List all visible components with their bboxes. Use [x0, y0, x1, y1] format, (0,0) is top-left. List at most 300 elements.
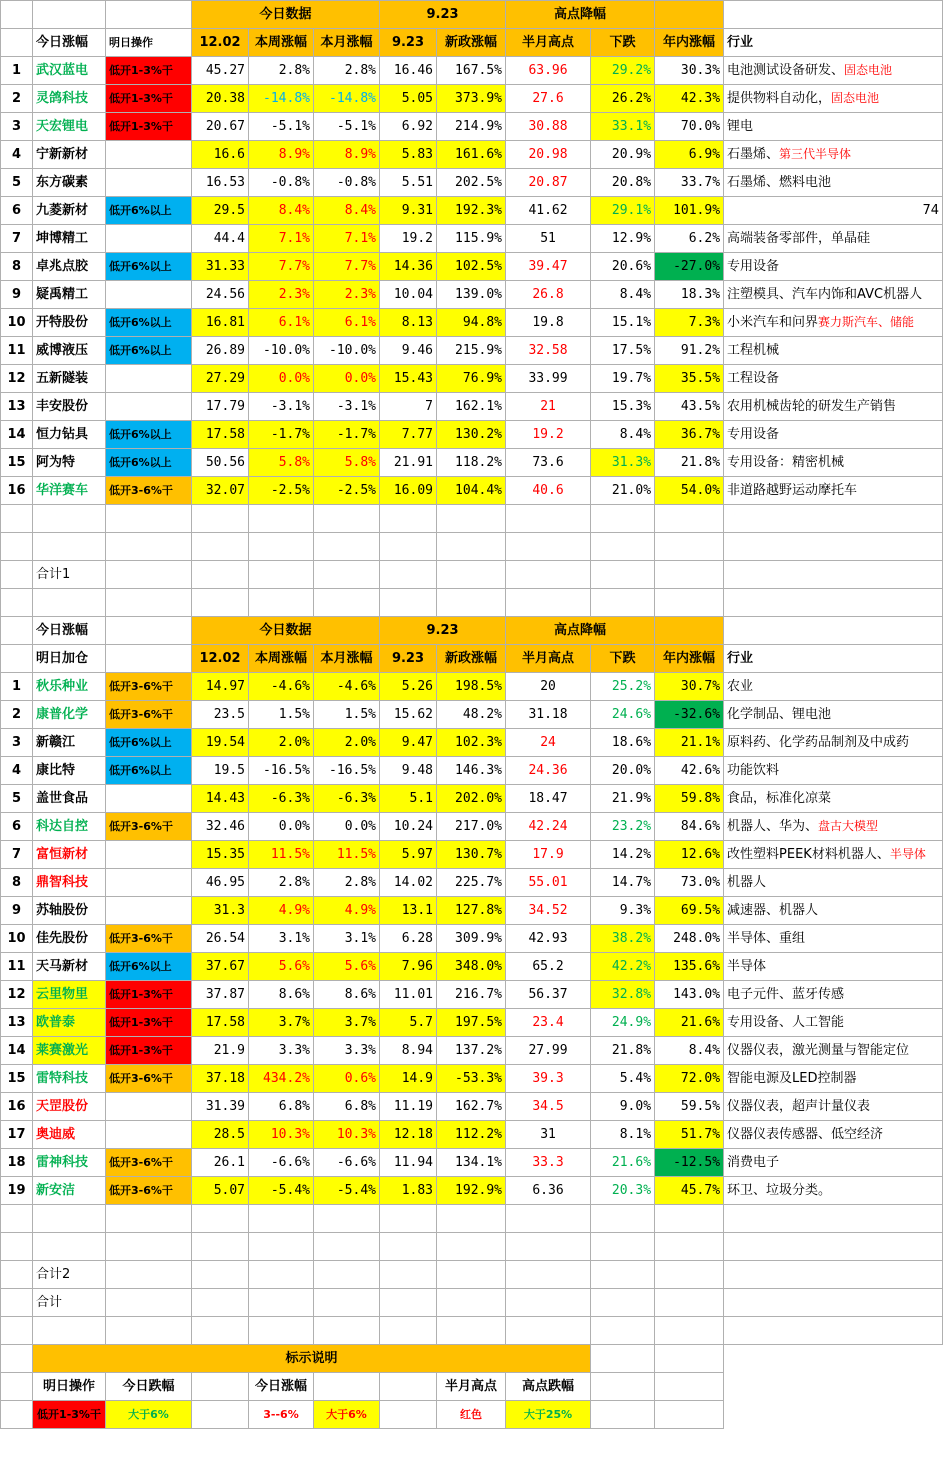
price-923[interactable]: 7.96: [380, 953, 437, 981]
ytd-change[interactable]: 35.5%: [655, 365, 724, 393]
legend-sample[interactable]: 大于6%: [106, 1401, 192, 1429]
ytd-change[interactable]: 135.6%: [655, 953, 724, 981]
legend-item[interactable]: 高点跌幅: [506, 1373, 591, 1401]
ytd-change[interactable]: 42.6%: [655, 757, 724, 785]
row-index[interactable]: 3: [1, 113, 33, 141]
price-today[interactable]: 16.53: [192, 169, 249, 197]
tomorrow-op[interactable]: 低开1-3%干: [106, 85, 192, 113]
tomorrow-op[interactable]: 低开3-6%干: [106, 477, 192, 505]
stock-name[interactable]: 天马新材: [33, 953, 106, 981]
empty-cell[interactable]: [192, 1205, 249, 1233]
stock-name[interactable]: 武汉蓝电: [33, 57, 106, 85]
legend-item[interactable]: 今日跌幅: [106, 1373, 192, 1401]
ytd-change[interactable]: 21.1%: [655, 729, 724, 757]
half-month-high[interactable]: 73.6: [506, 449, 591, 477]
empty-cell[interactable]: [192, 1373, 249, 1401]
tomorrow-op[interactable]: [106, 365, 192, 393]
empty-cell[interactable]: [106, 505, 192, 533]
new-policy-change[interactable]: 167.5%: [437, 57, 506, 85]
drop-from-high[interactable]: 33.1%: [591, 113, 655, 141]
empty-cell[interactable]: [591, 589, 655, 617]
stock-name[interactable]: 宁新新材: [33, 141, 106, 169]
empty-cell[interactable]: [724, 561, 943, 589]
week-change[interactable]: 8.4%: [249, 197, 314, 225]
stock-name[interactable]: 阿为特: [33, 449, 106, 477]
month-change[interactable]: 2.8%: [314, 57, 380, 85]
price-today[interactable]: 37.67: [192, 953, 249, 981]
drop-from-high[interactable]: 8.4%: [591, 421, 655, 449]
drop-from-high[interactable]: 29.2%: [591, 57, 655, 85]
row-index[interactable]: 4: [1, 757, 33, 785]
row-index[interactable]: 11: [1, 337, 33, 365]
week-change[interactable]: 5.6%: [249, 953, 314, 981]
tomorrow-op[interactable]: [106, 393, 192, 421]
drop-from-high[interactable]: 21.9%: [591, 785, 655, 813]
new-policy-change[interactable]: 202.5%: [437, 169, 506, 197]
stock-name[interactable]: 莱赛激光: [33, 1037, 106, 1065]
total-label[interactable]: 合计1: [33, 561, 106, 589]
empty-cell[interactable]: [314, 533, 380, 561]
empty-cell[interactable]: [655, 1233, 724, 1261]
legend-sample[interactable]: 大于25%: [506, 1401, 591, 1429]
legend-sample[interactable]: 低开1-3%干: [33, 1401, 106, 1429]
week-change[interactable]: -2.5%: [249, 477, 314, 505]
tomorrow-op[interactable]: 低开6%以上: [106, 729, 192, 757]
price-today[interactable]: 31.33: [192, 253, 249, 281]
month-change[interactable]: 7.1%: [314, 225, 380, 253]
empty-cell[interactable]: [655, 1345, 724, 1373]
stock-name[interactable]: 雷特科技: [33, 1065, 106, 1093]
price-today[interactable]: 32.07: [192, 477, 249, 505]
ytd-change[interactable]: 6.9%: [655, 141, 724, 169]
week-change[interactable]: 0.0%: [249, 813, 314, 841]
row-index[interactable]: 3: [1, 729, 33, 757]
row-index[interactable]: 15: [1, 1065, 33, 1093]
empty-cell[interactable]: [1, 1233, 33, 1261]
price-923[interactable]: 14.9: [380, 1065, 437, 1093]
half-month-high[interactable]: 20: [506, 673, 591, 701]
drop-from-high[interactable]: 20.8%: [591, 169, 655, 197]
price-today[interactable]: 45.27: [192, 57, 249, 85]
tomorrow-op[interactable]: [106, 1093, 192, 1121]
empty-cell[interactable]: [1, 561, 33, 589]
week-change[interactable]: 6.1%: [249, 309, 314, 337]
empty-cell[interactable]: [437, 561, 506, 589]
empty-cell[interactable]: [1, 29, 33, 57]
drop-from-high[interactable]: 21.0%: [591, 477, 655, 505]
drop-from-high[interactable]: 15.3%: [591, 393, 655, 421]
empty-cell[interactable]: [106, 1205, 192, 1233]
price-today[interactable]: 31.39: [192, 1093, 249, 1121]
empty-cell[interactable]: [655, 533, 724, 561]
price-923[interactable]: 5.51: [380, 169, 437, 197]
half-month-high[interactable]: 27.6: [506, 85, 591, 113]
tomorrow-op[interactable]: 低开6%以上: [106, 337, 192, 365]
empty-cell[interactable]: [1, 645, 33, 673]
row-index[interactable]: 11: [1, 953, 33, 981]
price-923[interactable]: 9.46: [380, 337, 437, 365]
tomorrow-op[interactable]: 低开6%以上: [106, 757, 192, 785]
half-month-high[interactable]: 19.2: [506, 421, 591, 449]
new-policy-change[interactable]: 146.3%: [437, 757, 506, 785]
industry-cell[interactable]: [724, 113, 943, 141]
tomorrow-op[interactable]: 低开3-6%干: [106, 1149, 192, 1177]
price-923[interactable]: 10.24: [380, 813, 437, 841]
half-month-high[interactable]: 34.5: [506, 1093, 591, 1121]
grand-total-label[interactable]: 合计: [33, 1289, 106, 1317]
empty-cell[interactable]: [33, 533, 106, 561]
empty-cell[interactable]: [655, 617, 724, 645]
price-923[interactable]: 6.28: [380, 925, 437, 953]
price-today[interactable]: 15.35: [192, 841, 249, 869]
new-policy-change[interactable]: 137.2%: [437, 1037, 506, 1065]
month-change[interactable]: -6.3%: [314, 785, 380, 813]
empty-cell[interactable]: [724, 533, 943, 561]
row-index[interactable]: 7: [1, 225, 33, 253]
empty-cell[interactable]: [106, 617, 192, 645]
empty-cell[interactable]: [314, 505, 380, 533]
empty-cell[interactable]: [192, 561, 249, 589]
price-today[interactable]: 19.54: [192, 729, 249, 757]
price-923[interactable]: 15.62: [380, 701, 437, 729]
new-policy-change[interactable]: 102.5%: [437, 253, 506, 281]
empty-cell[interactable]: [1, 589, 33, 617]
empty-cell[interactable]: [380, 1401, 437, 1429]
empty-cell[interactable]: [506, 533, 591, 561]
ytd-change[interactable]: 36.7%: [655, 421, 724, 449]
empty-cell[interactable]: [1, 1317, 33, 1345]
row-index[interactable]: 12: [1, 981, 33, 1009]
industry-cell[interactable]: [724, 57, 943, 85]
empty-cell[interactable]: [192, 533, 249, 561]
empty-cell[interactable]: [1, 1, 33, 29]
header-cell[interactable]: 今日涨幅: [33, 29, 106, 57]
new-policy-change[interactable]: 309.9%: [437, 925, 506, 953]
empty-cell[interactable]: [655, 1205, 724, 1233]
empty-cell[interactable]: [33, 589, 106, 617]
week-change[interactable]: -6.6%: [249, 1149, 314, 1177]
price-today[interactable]: 20.67: [192, 113, 249, 141]
drop-from-high[interactable]: 38.2%: [591, 925, 655, 953]
new-policy-change[interactable]: 216.7%: [437, 981, 506, 1009]
empty-cell[interactable]: [314, 561, 380, 589]
empty-cell[interactable]: [437, 589, 506, 617]
month-change[interactable]: 11.5%: [314, 841, 380, 869]
ytd-change[interactable]: 72.0%: [655, 1065, 724, 1093]
drop-from-high[interactable]: 15.1%: [591, 309, 655, 337]
industry-cell[interactable]: [724, 673, 943, 701]
half-month-high[interactable]: 20.87: [506, 169, 591, 197]
week-change[interactable]: 4.9%: [249, 897, 314, 925]
stock-name[interactable]: 佳先股份: [33, 925, 106, 953]
month-change[interactable]: 3.7%: [314, 1009, 380, 1037]
stock-name[interactable]: 威博液压: [33, 337, 106, 365]
week-change[interactable]: 7.7%: [249, 253, 314, 281]
empty-cell[interactable]: [314, 1289, 380, 1317]
header-cell[interactable]: 明日加仓: [33, 645, 106, 673]
row-index[interactable]: 8: [1, 869, 33, 897]
new-policy-change[interactable]: 130.2%: [437, 421, 506, 449]
week-change[interactable]: 10.3%: [249, 1121, 314, 1149]
industry-cell[interactable]: [724, 813, 943, 841]
price-today[interactable]: 23.5: [192, 701, 249, 729]
tomorrow-op[interactable]: 低开6%以上: [106, 309, 192, 337]
stock-name[interactable]: 康比特: [33, 757, 106, 785]
ytd-change[interactable]: 248.0%: [655, 925, 724, 953]
drop-from-high[interactable]: 42.2%: [591, 953, 655, 981]
week-change[interactable]: 8.6%: [249, 981, 314, 1009]
tomorrow-op[interactable]: [106, 141, 192, 169]
tomorrow-op[interactable]: [106, 1121, 192, 1149]
group-high-drop[interactable]: 高点降幅: [506, 617, 655, 645]
header-cell[interactable]: 本月涨幅: [314, 29, 380, 57]
empty-cell[interactable]: [314, 1205, 380, 1233]
ytd-change[interactable]: 51.7%: [655, 1121, 724, 1149]
empty-cell[interactable]: [591, 1233, 655, 1261]
price-923[interactable]: 8.13: [380, 309, 437, 337]
stock-name[interactable]: 富恒新材: [33, 841, 106, 869]
industry-cell[interactable]: [724, 1149, 943, 1177]
week-change[interactable]: -6.3%: [249, 785, 314, 813]
empty-cell[interactable]: [1, 533, 33, 561]
empty-cell[interactable]: [1, 1345, 33, 1373]
week-change[interactable]: -10.0%: [249, 337, 314, 365]
new-policy-change[interactable]: 134.1%: [437, 1149, 506, 1177]
tomorrow-op[interactable]: 低开6%以上: [106, 953, 192, 981]
ytd-change[interactable]: 91.2%: [655, 337, 724, 365]
empty-cell[interactable]: [314, 1261, 380, 1289]
header-cell[interactable]: 年内涨幅: [655, 645, 724, 673]
month-change[interactable]: 0.0%: [314, 365, 380, 393]
new-policy-change[interactable]: 94.8%: [437, 309, 506, 337]
empty-cell[interactable]: [655, 1, 724, 29]
drop-from-high[interactable]: 9.0%: [591, 1093, 655, 1121]
tomorrow-op[interactable]: 低开3-6%干: [106, 1177, 192, 1205]
empty-cell[interactable]: [314, 1317, 380, 1345]
week-change[interactable]: 6.8%: [249, 1093, 314, 1121]
drop-from-high[interactable]: 29.1%: [591, 197, 655, 225]
price-923[interactable]: 14.02: [380, 869, 437, 897]
legend-sample[interactable]: 大于6%: [314, 1401, 380, 1429]
industry-cell[interactable]: [724, 421, 943, 449]
half-month-high[interactable]: 24: [506, 729, 591, 757]
stock-name[interactable]: 科达自控: [33, 813, 106, 841]
week-change[interactable]: 0.0%: [249, 365, 314, 393]
week-change[interactable]: 7.1%: [249, 225, 314, 253]
industry-cell[interactable]: [724, 365, 943, 393]
month-change[interactable]: 7.7%: [314, 253, 380, 281]
ytd-change[interactable]: 30.7%: [655, 673, 724, 701]
industry-cell[interactable]: [724, 449, 943, 477]
group-923[interactable]: 9.23: [380, 617, 506, 645]
empty-cell[interactable]: [506, 1205, 591, 1233]
week-change[interactable]: 8.9%: [249, 141, 314, 169]
empty-cell[interactable]: [724, 1317, 943, 1345]
row-index[interactable]: 13: [1, 393, 33, 421]
price-today[interactable]: 44.4: [192, 225, 249, 253]
row-index[interactable]: 1: [1, 57, 33, 85]
tomorrow-op[interactable]: 低开6%以上: [106, 197, 192, 225]
month-change[interactable]: 8.6%: [314, 981, 380, 1009]
price-923[interactable]: 21.91: [380, 449, 437, 477]
month-change[interactable]: 6.8%: [314, 1093, 380, 1121]
drop-from-high[interactable]: 20.9%: [591, 141, 655, 169]
tomorrow-op[interactable]: 低开3-6%干: [106, 673, 192, 701]
price-today[interactable]: 31.3: [192, 897, 249, 925]
ytd-change[interactable]: 21.8%: [655, 449, 724, 477]
price-today[interactable]: 17.79: [192, 393, 249, 421]
new-policy-change[interactable]: 198.5%: [437, 673, 506, 701]
month-change[interactable]: 1.5%: [314, 701, 380, 729]
empty-cell[interactable]: [506, 561, 591, 589]
drop-from-high[interactable]: 17.5%: [591, 337, 655, 365]
half-month-high[interactable]: 41.62: [506, 197, 591, 225]
empty-cell[interactable]: [380, 589, 437, 617]
price-today[interactable]: 16.81: [192, 309, 249, 337]
price-923[interactable]: 12.18: [380, 1121, 437, 1149]
header-cell[interactable]: 本周涨幅: [249, 29, 314, 57]
ytd-change[interactable]: 101.9%: [655, 197, 724, 225]
empty-cell[interactable]: [249, 1261, 314, 1289]
price-today[interactable]: 14.97: [192, 673, 249, 701]
header-cell[interactable]: 半月高点: [506, 645, 591, 673]
empty-cell[interactable]: [249, 1233, 314, 1261]
ytd-change[interactable]: 42.3%: [655, 85, 724, 113]
drop-from-high[interactable]: 26.2%: [591, 85, 655, 113]
tomorrow-op[interactable]: 低开1-3%干: [106, 1009, 192, 1037]
week-change[interactable]: -5.1%: [249, 113, 314, 141]
drop-from-high[interactable]: 5.4%: [591, 1065, 655, 1093]
price-923[interactable]: 19.2: [380, 225, 437, 253]
week-change[interactable]: 2.8%: [249, 57, 314, 85]
half-month-high[interactable]: 65.2: [506, 953, 591, 981]
drop-from-high[interactable]: 25.2%: [591, 673, 655, 701]
tomorrow-op[interactable]: 低开6%以上: [106, 421, 192, 449]
row-index[interactable]: 2: [1, 701, 33, 729]
drop-from-high[interactable]: 32.8%: [591, 981, 655, 1009]
industry-cell[interactable]: [724, 1037, 943, 1065]
new-policy-change[interactable]: 118.2%: [437, 449, 506, 477]
tomorrow-op[interactable]: 低开1-3%干: [106, 113, 192, 141]
empty-cell[interactable]: [192, 1289, 249, 1317]
drop-from-high[interactable]: 20.0%: [591, 757, 655, 785]
drop-from-high[interactable]: 24.9%: [591, 1009, 655, 1037]
group-today-data[interactable]: 今日数据: [192, 1, 380, 29]
empty-cell[interactable]: [33, 1, 106, 29]
empty-cell[interactable]: [655, 1261, 724, 1289]
tomorrow-op[interactable]: [106, 169, 192, 197]
stock-name[interactable]: 卓兆点胶: [33, 253, 106, 281]
week-change[interactable]: 3.7%: [249, 1009, 314, 1037]
industry-cell[interactable]: [724, 477, 943, 505]
price-today[interactable]: 17.58: [192, 1009, 249, 1037]
empty-cell[interactable]: [591, 561, 655, 589]
ytd-change[interactable]: 7.3%: [655, 309, 724, 337]
empty-cell[interactable]: [106, 1233, 192, 1261]
stock-name[interactable]: 丰安股份: [33, 393, 106, 421]
price-923[interactable]: 10.04: [380, 281, 437, 309]
empty-cell[interactable]: [437, 1261, 506, 1289]
empty-cell[interactable]: [1, 505, 33, 533]
new-policy-change[interactable]: 161.6%: [437, 141, 506, 169]
month-change[interactable]: 3.1%: [314, 925, 380, 953]
half-month-high[interactable]: 39.47: [506, 253, 591, 281]
new-policy-change[interactable]: 162.1%: [437, 393, 506, 421]
ytd-change[interactable]: 59.5%: [655, 1093, 724, 1121]
price-923[interactable]: 1.83: [380, 1177, 437, 1205]
tomorrow-op[interactable]: 低开3-6%干: [106, 925, 192, 953]
price-923[interactable]: 7.77: [380, 421, 437, 449]
drop-from-high[interactable]: 20.6%: [591, 253, 655, 281]
empty-cell[interactable]: [192, 505, 249, 533]
half-month-high[interactable]: 31.18: [506, 701, 591, 729]
row-index[interactable]: 5: [1, 169, 33, 197]
month-change[interactable]: 10.3%: [314, 1121, 380, 1149]
industry-cell[interactable]: [724, 757, 943, 785]
row-index[interactable]: 17: [1, 1121, 33, 1149]
ytd-change[interactable]: 12.6%: [655, 841, 724, 869]
new-policy-change[interactable]: 130.7%: [437, 841, 506, 869]
empty-cell[interactable]: [506, 1289, 591, 1317]
price-today[interactable]: 20.38: [192, 85, 249, 113]
price-923[interactable]: 11.94: [380, 1149, 437, 1177]
empty-cell[interactable]: [724, 589, 943, 617]
empty-cell[interactable]: [591, 1345, 655, 1373]
stock-name[interactable]: 新安洁: [33, 1177, 106, 1205]
legend-item[interactable]: 今日涨幅: [249, 1373, 314, 1401]
empty-cell[interactable]: [1, 617, 33, 645]
ytd-change[interactable]: 8.4%: [655, 1037, 724, 1065]
row-index[interactable]: 1: [1, 673, 33, 701]
price-923[interactable]: 9.47: [380, 729, 437, 757]
drop-from-high[interactable]: 14.7%: [591, 869, 655, 897]
month-change[interactable]: 2.3%: [314, 281, 380, 309]
ytd-change[interactable]: 33.7%: [655, 169, 724, 197]
header-cell[interactable]: 12.02: [192, 29, 249, 57]
half-month-high[interactable]: 33.3: [506, 1149, 591, 1177]
empty-cell[interactable]: [506, 1233, 591, 1261]
stock-name[interactable]: 盖世食品: [33, 785, 106, 813]
new-policy-change[interactable]: 192.3%: [437, 197, 506, 225]
row-index[interactable]: 16: [1, 477, 33, 505]
ytd-change[interactable]: 6.2%: [655, 225, 724, 253]
header-cell[interactable]: 半月高点: [506, 29, 591, 57]
week-change[interactable]: 2.3%: [249, 281, 314, 309]
industry-cell[interactable]: [724, 897, 943, 925]
month-change[interactable]: -5.4%: [314, 1177, 380, 1205]
drop-from-high[interactable]: 21.8%: [591, 1037, 655, 1065]
half-month-high[interactable]: 23.4: [506, 1009, 591, 1037]
price-today[interactable]: 24.56: [192, 281, 249, 309]
legend-sample[interactable]: 红色: [437, 1401, 506, 1429]
stock-name[interactable]: 秋乐种业: [33, 673, 106, 701]
new-policy-change[interactable]: 217.0%: [437, 813, 506, 841]
industry-cell[interactable]: [724, 785, 943, 813]
header-cell[interactable]: 新政涨幅: [437, 29, 506, 57]
industry-cell[interactable]: [724, 701, 943, 729]
empty-cell[interactable]: [591, 1317, 655, 1345]
half-month-high[interactable]: 39.3: [506, 1065, 591, 1093]
empty-cell[interactable]: [591, 505, 655, 533]
legend-sample[interactable]: 3--6%: [249, 1401, 314, 1429]
week-change[interactable]: -16.5%: [249, 757, 314, 785]
empty-cell[interactable]: [33, 505, 106, 533]
industry-cell[interactable]: [724, 169, 943, 197]
month-change[interactable]: 5.8%: [314, 449, 380, 477]
half-month-high[interactable]: 42.24: [506, 813, 591, 841]
week-change[interactable]: 2.8%: [249, 869, 314, 897]
empty-cell[interactable]: [380, 1373, 437, 1401]
